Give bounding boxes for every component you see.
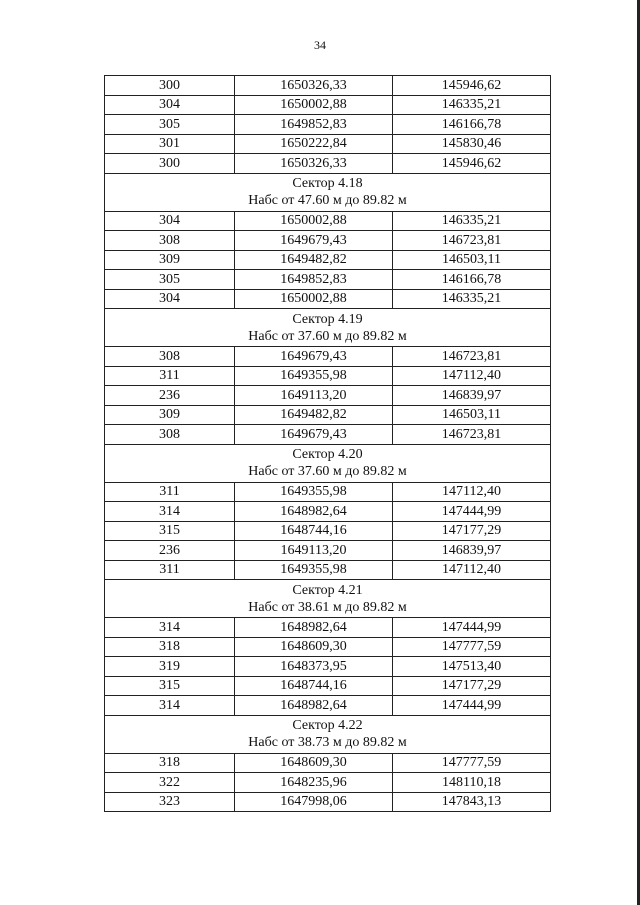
y-coordinate-cell: 147177,29 [393, 521, 551, 541]
sector-title: Сектор 4.18 [292, 176, 363, 191]
table-row [105, 386, 551, 406]
point-number-cell: 305 [105, 115, 235, 135]
x-coordinate-cell: 1650002,88 [235, 211, 393, 231]
table-row [105, 270, 551, 290]
sector-title: Сектор 4.22 [292, 718, 363, 733]
y-coordinate-cell: 147112,40 [393, 560, 551, 580]
point-number-cell: 322 [105, 773, 235, 793]
point-number-cell: 305 [105, 270, 235, 290]
table-row [105, 541, 551, 561]
sector-header-cell [105, 309, 551, 347]
point-number-cell: 236 [105, 541, 235, 561]
point-number-cell: 314 [105, 618, 235, 638]
y-coordinate-cell: 147444,99 [393, 618, 551, 638]
y-coordinate-cell: 148110,18 [393, 773, 551, 793]
x-coordinate-cell: 1649679,43 [235, 425, 393, 445]
y-coordinate-cell: 147777,59 [393, 753, 551, 773]
point-number-cell: 300 [105, 76, 235, 96]
point-number-cell: 318 [105, 753, 235, 773]
sector-height-range: Набс от 37.60 м до 89.82 м [248, 464, 407, 479]
x-coordinate-cell: 1649482,82 [235, 405, 393, 425]
x-coordinate-cell: 1649113,20 [235, 541, 393, 561]
table-row [105, 134, 551, 154]
table-row [105, 773, 551, 793]
sector-height-range: Набс от 37.60 м до 89.82 м [248, 328, 407, 344]
sector-title: Сектор 4.20 [292, 447, 363, 462]
y-coordinate-cell: 147777,59 [393, 637, 551, 657]
point-number-cell: 314 [105, 502, 235, 522]
point-number-cell: 308 [105, 231, 235, 251]
x-coordinate-cell: 1648982,64 [235, 618, 393, 638]
table-row [105, 618, 551, 638]
y-coordinate-cell: 146503,11 [393, 405, 551, 425]
x-coordinate-cell: 1649355,98 [235, 482, 393, 502]
sector-header-row [105, 580, 551, 618]
table-row [105, 792, 551, 812]
x-coordinate-cell: 1649355,98 [235, 366, 393, 386]
x-coordinate-cell: 1648609,30 [235, 637, 393, 657]
point-number-cell: 315 [105, 676, 235, 696]
table-row [105, 425, 551, 445]
table-row [105, 560, 551, 580]
point-number-cell: 309 [105, 405, 235, 425]
x-coordinate-cell: 1648235,96 [235, 773, 393, 793]
page-number: 34 [314, 38, 326, 52]
sector-header-cell [105, 580, 551, 618]
x-coordinate-cell: 1649852,83 [235, 115, 393, 135]
sector-header-row [105, 173, 551, 211]
y-coordinate-cell: 145946,62 [393, 76, 551, 96]
x-coordinate-cell: 1650002,88 [235, 95, 393, 115]
point-number-cell: 304 [105, 211, 235, 231]
x-coordinate-cell: 1650326,33 [235, 76, 393, 96]
x-coordinate-cell: 1649679,43 [235, 231, 393, 251]
sector-height-range: Набс от 47.60 м до 89.82 м [248, 193, 407, 208]
table-row [105, 211, 551, 231]
x-coordinate-cell: 1647998,06 [235, 792, 393, 812]
sector-height-range: Набс от 38.73 м до 89.82 м [248, 735, 407, 750]
point-number-cell: 308 [105, 425, 235, 445]
table-row [105, 289, 551, 309]
point-number-cell: 304 [105, 95, 235, 115]
point-number-cell: 311 [105, 366, 235, 386]
table-row [105, 366, 551, 386]
x-coordinate-cell: 1649355,98 [235, 560, 393, 580]
table-row [105, 502, 551, 522]
y-coordinate-cell: 145946,62 [393, 154, 551, 174]
sector-title: Сектор 4.21 [292, 582, 363, 598]
x-coordinate-cell: 1650326,33 [235, 154, 393, 174]
table-row [105, 250, 551, 270]
x-coordinate-cell: 1649852,83 [235, 270, 393, 290]
sector-header-row [105, 444, 551, 482]
point-number-cell: 301 [105, 134, 235, 154]
table-row [105, 482, 551, 502]
sector-header-cell [105, 173, 551, 211]
x-coordinate-cell: 1650222,84 [235, 134, 393, 154]
y-coordinate-cell: 146723,81 [393, 425, 551, 445]
x-coordinate-cell: 1648744,16 [235, 676, 393, 696]
table-row [105, 657, 551, 677]
x-coordinate-cell: 1648982,64 [235, 696, 393, 716]
point-number-cell: 318 [105, 637, 235, 657]
y-coordinate-cell: 146839,97 [393, 386, 551, 406]
y-coordinate-cell: 146839,97 [393, 541, 551, 561]
table-row [105, 347, 551, 367]
table-row [105, 676, 551, 696]
y-coordinate-cell: 145830,46 [393, 134, 551, 154]
y-coordinate-cell: 146335,21 [393, 211, 551, 231]
table-row [105, 753, 551, 773]
point-number-cell: 300 [105, 154, 235, 174]
sector-header-cell [105, 444, 551, 482]
table-row [105, 115, 551, 135]
point-number-cell: 311 [105, 560, 235, 580]
sector-header-cell [105, 715, 551, 753]
point-number-cell: 319 [105, 657, 235, 677]
y-coordinate-cell: 147112,40 [393, 482, 551, 502]
point-number-cell: 308 [105, 347, 235, 367]
x-coordinate-cell: 1650002,88 [235, 289, 393, 309]
x-coordinate-cell: 1648982,64 [235, 502, 393, 522]
table-row [105, 405, 551, 425]
x-coordinate-cell: 1648373,95 [235, 657, 393, 677]
sector-header-row [105, 309, 551, 347]
y-coordinate-cell: 146166,78 [393, 115, 551, 135]
x-coordinate-cell: 1648609,30 [235, 753, 393, 773]
point-number-cell: 315 [105, 521, 235, 541]
x-coordinate-cell: 1649113,20 [235, 386, 393, 406]
table-row [105, 76, 551, 96]
point-number-cell: 304 [105, 289, 235, 309]
table-row [105, 95, 551, 115]
sector-height-range: Набс от 38.61 м до 89.82 м [248, 599, 407, 615]
y-coordinate-cell: 147444,99 [393, 696, 551, 716]
table-row [105, 521, 551, 541]
y-coordinate-cell: 147513,40 [393, 657, 551, 677]
coordinates-table-body [105, 76, 551, 812]
point-number-cell: 309 [105, 250, 235, 270]
y-coordinate-cell: 146335,21 [393, 289, 551, 309]
y-coordinate-cell: 147112,40 [393, 366, 551, 386]
y-coordinate-cell: 146723,81 [393, 347, 551, 367]
y-coordinate-cell: 147843,13 [393, 792, 551, 812]
y-coordinate-cell: 147444,99 [393, 502, 551, 522]
x-coordinate-cell: 1649679,43 [235, 347, 393, 367]
y-coordinate-cell: 146335,21 [393, 95, 551, 115]
y-coordinate-cell: 147177,29 [393, 676, 551, 696]
y-coordinate-cell: 146723,81 [393, 231, 551, 251]
x-coordinate-cell: 1648744,16 [235, 521, 393, 541]
x-coordinate-cell: 1649482,82 [235, 250, 393, 270]
coordinates-table [104, 75, 551, 812]
y-coordinate-cell: 146166,78 [393, 270, 551, 290]
table-row [105, 154, 551, 174]
point-number-cell: 236 [105, 386, 235, 406]
table-row [105, 231, 551, 251]
sector-title: Сектор 4.19 [292, 311, 363, 327]
sector-header-row [105, 715, 551, 753]
y-coordinate-cell: 146503,11 [393, 250, 551, 270]
table-row [105, 637, 551, 657]
point-number-cell: 314 [105, 696, 235, 716]
point-number-cell: 311 [105, 482, 235, 502]
point-number-cell: 323 [105, 792, 235, 812]
table-row [105, 696, 551, 716]
